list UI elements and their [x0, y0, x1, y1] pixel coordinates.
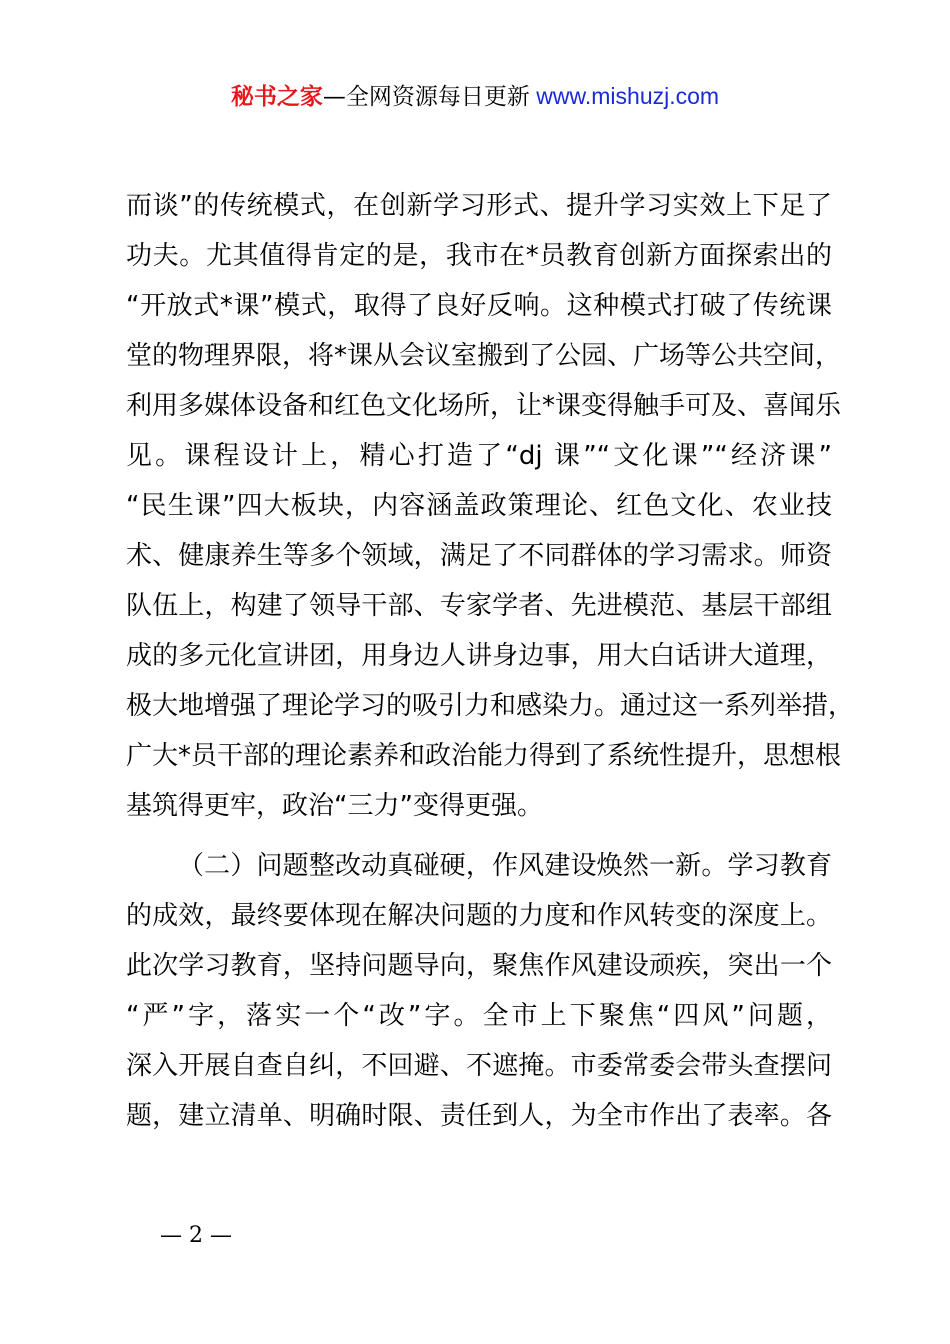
paragraph-1-line-11: 极大地增强了理论学习的吸引力和感染力。通过这一系列举措，: [126, 691, 855, 721]
paragraph-1-line-7: “民生课”四大板块，内容涵盖政策理论、红色文化、农业技: [126, 491, 832, 521]
paragraph-1-line-8: 术、健康养生等多个领域，满足了不同群体的学习需求。师资: [126, 541, 832, 571]
paragraph-2-line-4: “严”字，落实一个“改”字。全市上下聚焦“四风”问题，: [126, 1001, 832, 1031]
paragraph-1-line-10: 成的多元化宣讲团，用身边人讲身边事，用大白话讲大道理，: [126, 641, 832, 671]
paragraph-1-line-12: 广大*员干部的理论素养和政治能力得到了系统性提升，思想根: [126, 741, 842, 771]
paragraph-1-line-5: 利用多媒体设备和红色文化场所，让*课变得触手可及、喜闻乐: [126, 391, 842, 421]
paragraph-2-line-1: （二）问题整改动真碰硬，作风建设焕然一新。学习教育: [178, 851, 832, 881]
paragraph-1-line-6: 见。课程设计上，精心打造了“dj 课”“文化课”“经济课”: [126, 441, 832, 471]
header-slogan: —全网资源每日更新: [322, 84, 530, 110]
paragraph-1-line-13: 基筑得更牢，政治“三力”变得更强。: [126, 791, 543, 821]
paragraph-1-line-3: “开放式*课”模式，取得了良好反响。这种模式打破了传统课: [126, 291, 832, 321]
page-number: — 2 —: [160, 1223, 232, 1248]
paragraph-2-line-3: 此次学习教育，坚持问题导向，聚焦作风建设顽疾，突出一个: [126, 951, 832, 981]
paragraph-2-line-5: 深入开展自查自纠，不回避、不遮掩。市委常委会带头查摆问: [126, 1051, 832, 1081]
brand-name: 秘书之家: [230, 84, 323, 110]
paragraph-2-line-2: 的成效，最终要体现在解决问题的力度和作风转变的深度上。: [126, 901, 832, 931]
paragraph-2-line-6: 题，建立清单、明确时限、责任到人，为全市作出了表率。各: [126, 1101, 832, 1131]
paragraph-1-line-2: 功夫。尤其值得肯定的是，我市在*员教育创新方面探索出的: [126, 241, 832, 271]
site-url[interactable]: www.mishuzj.com: [529, 83, 720, 109]
paragraph-1-line-4: 堂的物理界限，将*课从会议室搬到了公园、广场等公共空间，: [126, 341, 842, 371]
paragraph-1-line-9: 队伍上，构建了领导干部、专家学者、先进模范、基层干部组: [126, 591, 832, 621]
paragraph-1-line-1: 而谈”的传统模式，在创新学习形式、提升学习实效上下足了: [126, 191, 832, 221]
